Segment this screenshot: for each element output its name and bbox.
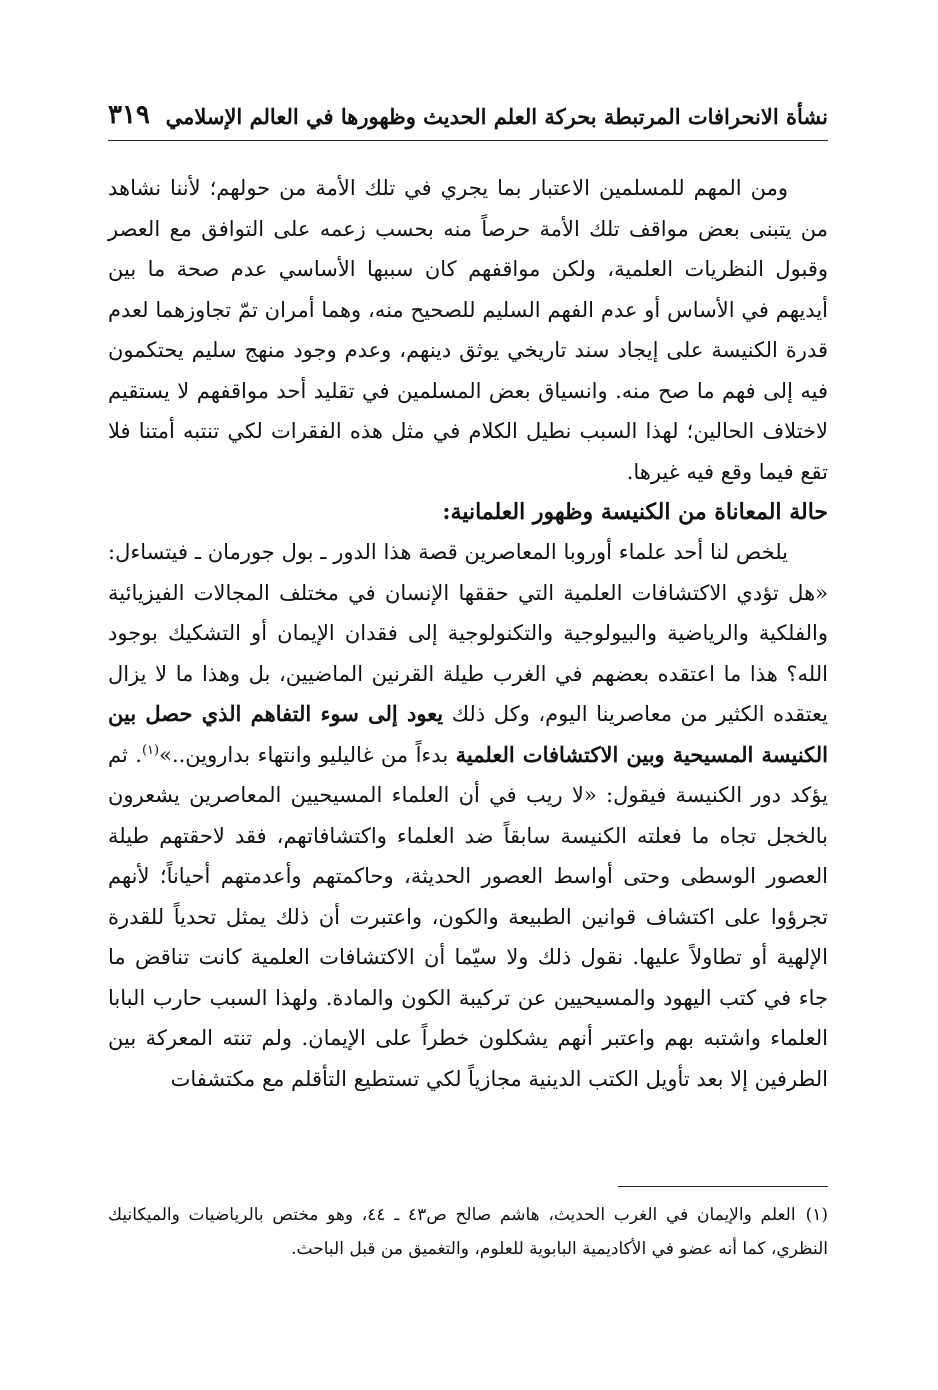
paragraph-2-part-b: بدءاً من غاليليو وانتهاء بداروين..» <box>159 742 449 767</box>
page-number: ٣١٩ <box>108 100 150 130</box>
header-rule <box>108 140 828 141</box>
paragraph-1: ومن المهم للمسلمين الاعتبار بما يجري في تلك الأمة من حولهم؛ لأننا نشاهد من يتبنى بعض مواقف تلك الأمة حرصاً منه بحسب زعمه على التوافق مع العصر وقبول النظريات العلمية، ولكن مواقفهم كان سببها الأساسي عدم صحة ما بين أيديهم في الأساس أو عدم الفهم السليم للصحيح منه، وهما أمران تمّ تجاوزهما لعدم قدرة الكنيسة على إيجاد سند تاريخي يوثق دينهم، وعدم وجود منهج سليم يحتكمون فيه إلى فهم ما صح منه. وانسياق بعض المسلمين في تقليد أحد مواقفهم لا يستقيم لاختلاف الحالين؛ لهذا السبب نطيل الكلام في مثل هذه الفقرات لكي تنتبه أمتنا فلا تقع فيما وقع فيه غيرها. <box>108 176 828 484</box>
footnote-text: العلم والإيمان في الغرب الحديث، هاشم صالح ص٤٣ ـ ٤٤، وهو مختص بالرياضيات والميكانيك النظري، كما أنه عضو في الأكاديمية البابوية للعلوم، والتغميق من قبل الباحث. <box>108 1205 828 1259</box>
paragraph-2-part-c: . ثم يؤكد دور الكنيسة فيقول: «لا ريب في أن العلماء المسيحيين المعاصرين يشعرون بالخجل تجاه ما فعلته الكنيسة سابقاً ضد العلماء واكتشافاتهم، فقد لاحقتهم طيلة العصور الوسطى وحتى أواسط العصور الحديثة، وحاكمتهم وأعدمتهم أحياناً؛ لأنهم تجرؤوا على اكتشاف قوانين الطبيعة والكون، واعتبرت أن ذلك يمثل تحدياً للقدرة الإلهية أو تطاولاً عليها. نقول ذلك ولا سيّما أن الاكتشافات العلمية كانت تناقض ما جاء في كتب اليهود والمسيحيين عن تركيبة الكون والمادة. ولهذا السبب حارب البابا العلماء واشتبه بهم واعتبر أنهم يشكلون خطراً على الإيمان. ولم تنته المعركة بين الطرفين إلا بعد تأويل الكتب الدينية مجازياً لكي تستطيع التأقلم مع مكتشفات <box>108 742 828 1091</box>
footnote-rule <box>618 1186 828 1187</box>
page-header <box>108 100 828 134</box>
emphasized-text: يعود إلى سوء التفاهم الذي حصل بين الكنيسة المسيحية وبين الاكتشافات العلمية <box>108 701 828 767</box>
footnote <box>108 1198 828 1266</box>
paragraph-2 <box>108 532 828 1099</box>
footnote-reference[interactable]: (١) <box>141 742 160 758</box>
section-heading: حالة المعاناة من الكنيسة وظهور العلمانية: <box>442 499 828 525</box>
footnote-number: (١) <box>805 1205 828 1225</box>
paragraph-2-part-a: يلخص لنا أحد علماء أوروبا المعاصرين قصة هذا الدور ـ بول جورمان ـ فيتساءل: «هل تؤدي الاكتشافات العلمية التي حققها الإنسان في مختلف المجالات الفيزيائية والفلكية والرياضية والبيولوجية والتكنولوجية إلى فقدان الإيمان أو التشكيك بوجود الله؟ هذا ما اعتقده بعضهم في الغرب طيلة القرنين الماضيين، بل وهذا ما لا يزال يعتقده الكثير من معاصرينا اليوم، وكل ذلك <box>108 540 828 726</box>
body-text <box>108 168 828 1099</box>
running-title: نشأة الانحرافات المرتبطة بحركة العلم الحديث وظهورها في العالم الإسلامي <box>165 104 828 129</box>
